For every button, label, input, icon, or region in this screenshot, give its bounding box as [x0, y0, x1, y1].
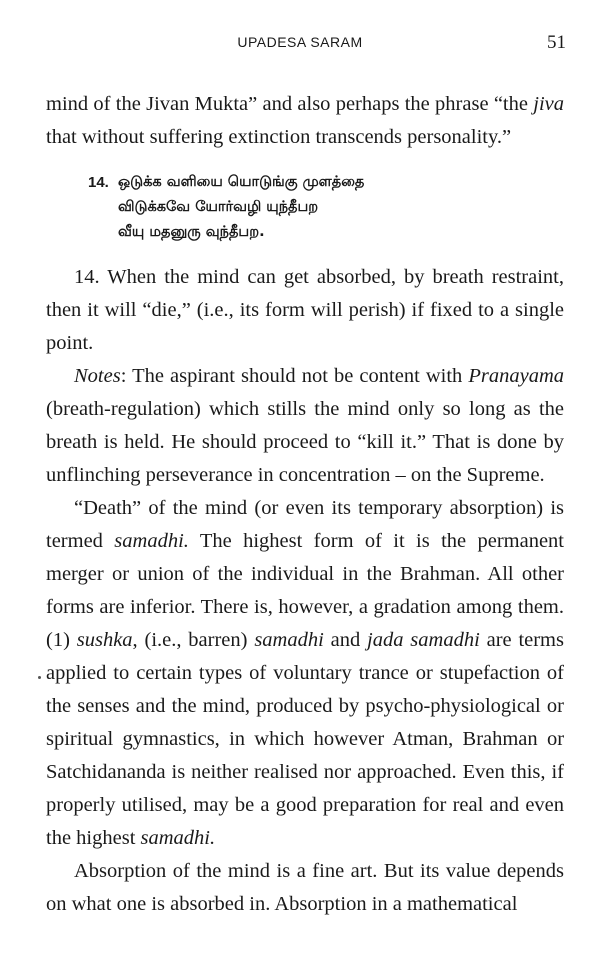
verse-line: விடுக்கவே யோர்வழி யுந்தீபற [118, 199, 319, 215]
text-run: (breath-regulation) which stills the mind only [46, 398, 435, 420]
text-run: “Death” of the mind (or even its temporary absorption) [74, 497, 544, 519]
commentary-paragraphs [46, 261, 564, 921]
text-run: mind of the Jivan Mukta” and also perhaps the phrase “the [46, 93, 528, 115]
text-run: – on the Supreme. [395, 464, 545, 486]
text-run: 14. When the mind can get absorbed, by breath restraint, [74, 266, 564, 288]
italic-text: samadhi. [140, 827, 216, 849]
body-text [46, 88, 564, 921]
stray-ink-mark [38, 676, 41, 679]
text-run: that without suffering extinction transcends personality.” [46, 126, 512, 148]
italic-text: samadhi [254, 629, 324, 651]
italic-text: samadhi. [114, 530, 189, 552]
paragraph [46, 855, 564, 921]
text-run: and even the highest [46, 794, 565, 849]
paragraph [46, 492, 564, 855]
running-title: UPADESA SARAM [237, 34, 363, 50]
text-run: forms are inferior. There is, however, a gradation among them. [46, 596, 564, 618]
italic-text: sushka [76, 629, 133, 651]
opening-paragraphs [46, 88, 564, 154]
verse-number: 14. [88, 174, 109, 191]
text-run: the senses and the mind, produced by psycho-physiological [46, 695, 541, 717]
verse-line: வீயு மதனுரு வுந்தீபற. [118, 224, 265, 240]
italic-text: jiva [533, 93, 565, 115]
text-run: this, if properly utilised, may be a good preparation for real [46, 761, 564, 816]
verse-line: ஒடுக்க வளியை யொடுங்கு முளத்தை [118, 174, 365, 190]
text-run: Absorption of the mind is a fine art. But its value depends [74, 860, 564, 882]
text-run: merger or union of the individual in the Brahman. All other [46, 563, 564, 585]
italic-text: Pranayama [468, 365, 565, 387]
text-run: and [323, 629, 368, 651]
italic-text: Notes [74, 365, 121, 387]
text-run: (1) [46, 629, 77, 651]
text-run: is termed [46, 497, 564, 552]
text-run: : The aspirant should not be content with [120, 365, 463, 387]
text-run: so long as the breath is held. He should proceed to “kill it.” [46, 398, 565, 453]
text-run: That is done by unflinching perseverance in concentration [46, 431, 564, 486]
tamil-verse [88, 170, 564, 245]
text-run: are terms [479, 629, 564, 651]
text-run: The highest form of it is the permanent [188, 530, 564, 552]
text-run: or spiritual gymnastics, in which however Atman, Brahman [46, 695, 564, 750]
italic-text: jada samadhi [367, 629, 480, 651]
text-run: then it will “die,” (i.e., its form will perish) if fixed to a single [46, 299, 564, 321]
page-header [0, 32, 600, 56]
text-run: point. [46, 332, 94, 354]
text-run: or Satchidananda is neither realised nor approached. Even [46, 728, 565, 783]
text-run: applied to certain types of voluntary trance or stupefaction of [46, 662, 564, 684]
text-run: on what one is absorbed in. Absorption in a mathematical [46, 893, 518, 915]
paragraph [46, 261, 564, 360]
paragraph [46, 88, 564, 154]
paragraph [46, 360, 564, 492]
page-number: 51 [547, 32, 566, 53]
text-run: , (i.e., barren) [132, 629, 255, 651]
